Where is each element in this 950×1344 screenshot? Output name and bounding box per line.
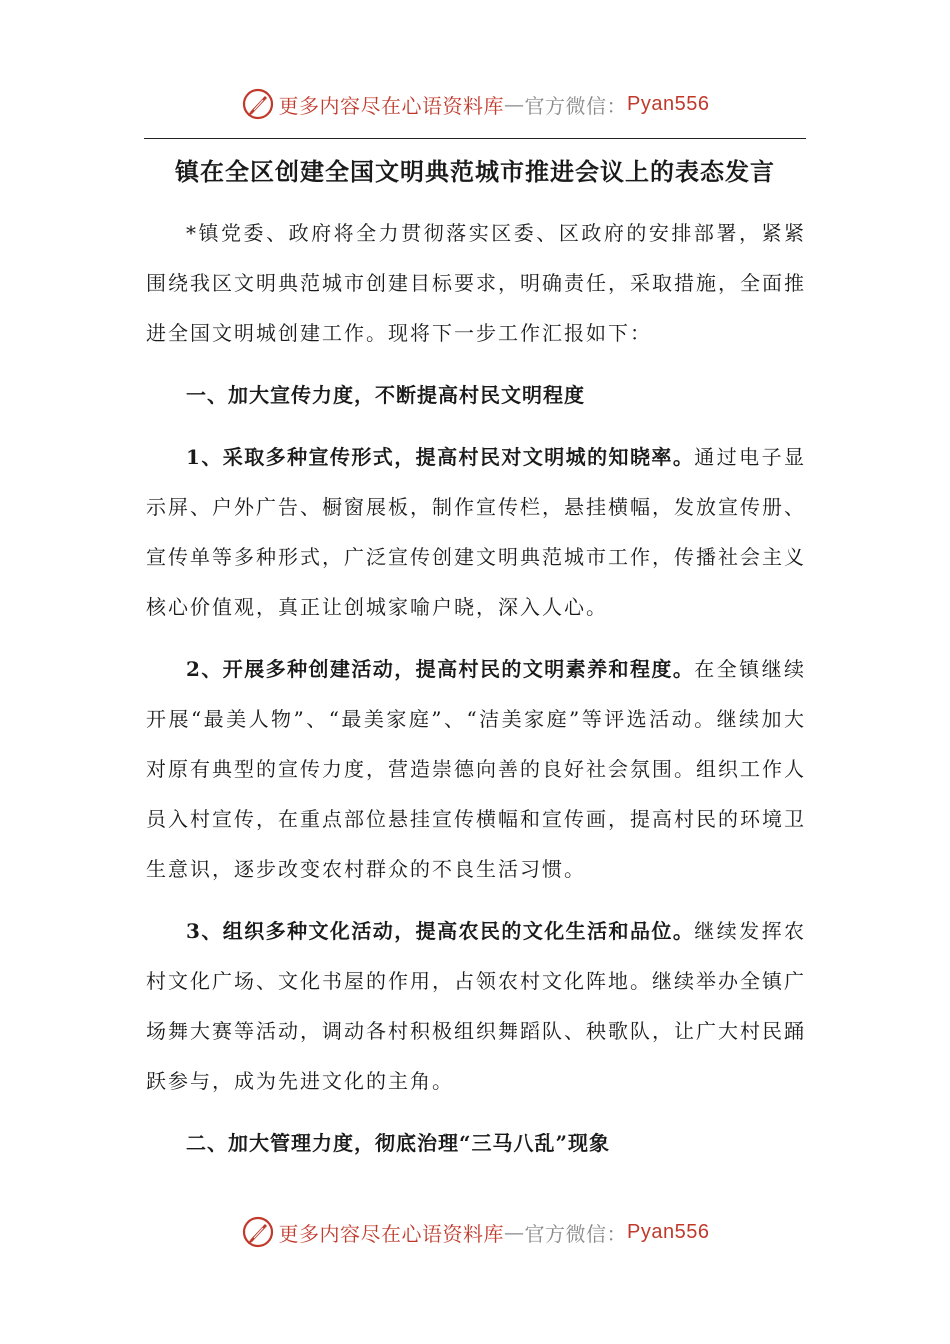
watermark-wechat-id: Pyan556 xyxy=(627,1220,710,1243)
watermark-banner-top xyxy=(0,84,950,124)
section-heading-1: 一、加大宣传力度，不断提高村民文明程度 xyxy=(186,383,585,407)
watermark-separator: — xyxy=(504,1220,525,1244)
document-title: 镇在全区创建全国文明典范城市推进会议上的表态发言 xyxy=(175,157,775,186)
intro-paragraph: *镇党委、政府将全力贯彻落实区委、区政府的安排部署，紧紧围绕我区文明典范城市创建目标要求，明确责任，采取措施，全面推进全国文明城创建工作。现将下一步工作汇报如下： xyxy=(146,221,806,345)
document-body xyxy=(146,208,806,1180)
item-lead-1: 1、采取多种宣传形式，提高村民对文明城的知晓率。 xyxy=(186,445,695,469)
watermark-wechat-id: Pyan556 xyxy=(627,92,710,115)
watermark-wechat-label: 官方微信： xyxy=(524,1221,628,1246)
quill-logo-icon xyxy=(241,1215,275,1249)
item-lead-3: 3、组织多种文化活动，提高农民的文化生活和品位。 xyxy=(186,919,695,943)
watermark-separator: — xyxy=(504,92,525,116)
watermark-wechat-label: 官方微信： xyxy=(524,93,628,118)
section-heading-2: 二、加大管理力度，彻底治理“三马八乱”现象 xyxy=(186,1131,611,1155)
header-rule xyxy=(144,138,806,139)
item-paragraph-2 xyxy=(146,644,806,894)
item-paragraph-3 xyxy=(146,906,806,1106)
item-body-1: 通过电子显示屏、户外广告、橱窗展板，制作宣传栏，悬挂横幅，发放宣传册、宣传单等多种形式，广泛宣传创建文明典范城市工作，传播社会主义核心价值观，真正让创城家喻户晓，深入人心。 xyxy=(146,445,807,619)
watermark-brand: 更多内容尽在心语资料库 xyxy=(278,1221,505,1246)
watermark-banner-bottom xyxy=(0,1212,950,1252)
item-lead-2: 2、开展多种创建活动，提高村民的文明素养和程度。 xyxy=(186,657,695,681)
item-body-2: 在全镇继续开展“最美人物”、“最美家庭”、“洁美家庭”等评选活动。继续加大对原有典型的宣传力度，营造崇德向善的良好社会氛围。组织工作人员入村宣传，在重点部位悬挂宣传横幅和宣传画，提高村民的环境卫生意识，逐步改变农村群众的不良生活习惯。 xyxy=(146,657,807,881)
quill-logo-icon xyxy=(241,87,275,121)
item-body-3: 继续发挥农村文化广场、文化书屋的作用，占领农村文化阵地。继续举办全镇广场舞大赛等活动，调动各村积极组织舞蹈队、秧歌队，让广大村民踊跃参与，成为先进文化的主角。 xyxy=(146,919,807,1093)
item-paragraph-1 xyxy=(146,432,806,632)
watermark-brand: 更多内容尽在心语资料库 xyxy=(278,93,505,118)
